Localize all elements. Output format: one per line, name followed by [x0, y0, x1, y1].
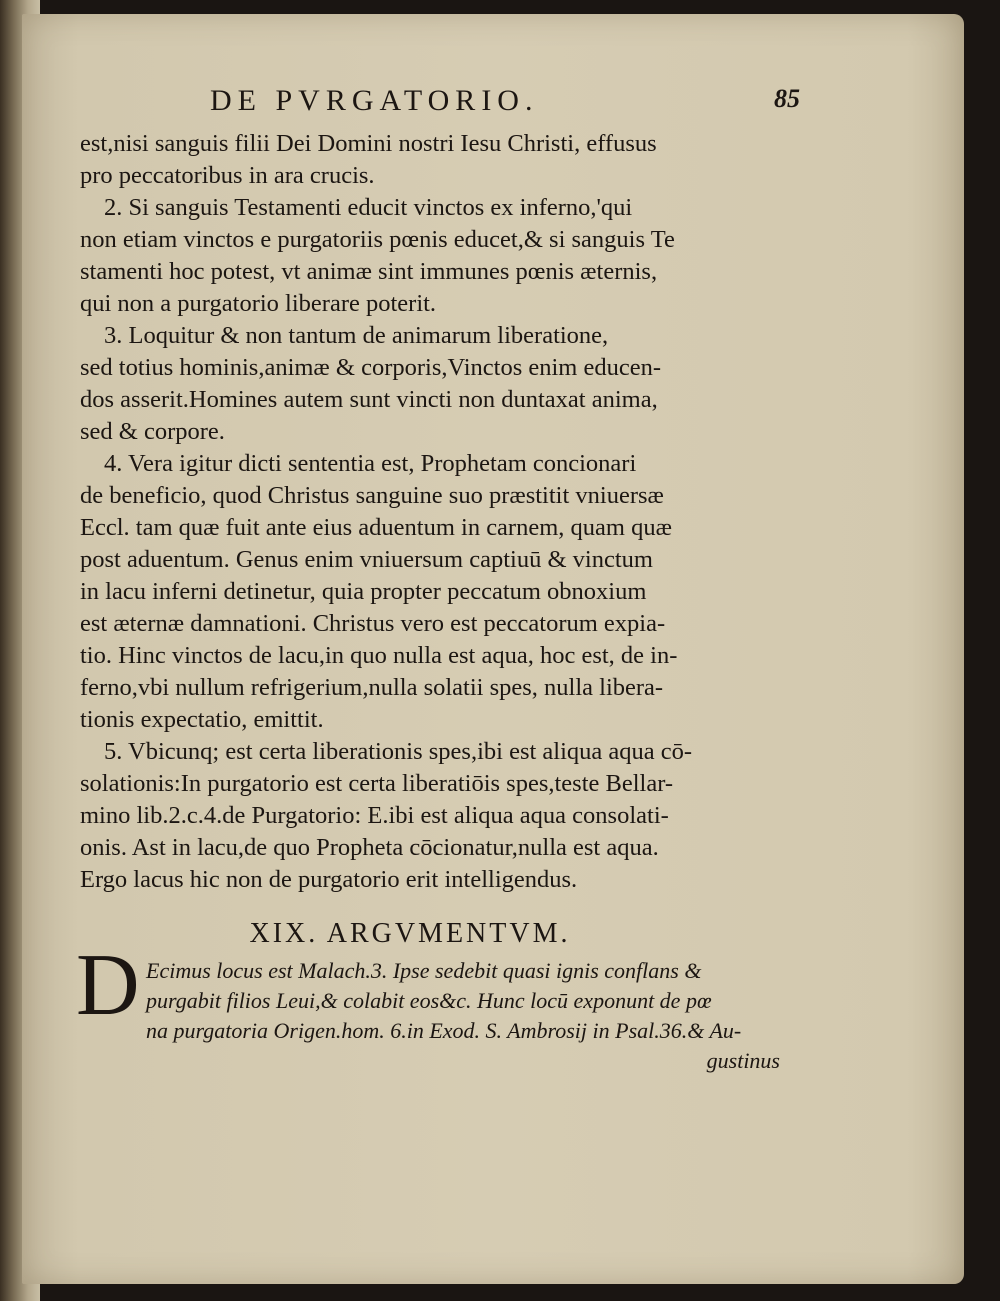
running-head	[80, 84, 800, 124]
text-line: non etiam vinctos e purgatoriis pœnis educet,& si sanguis Te	[80, 226, 675, 253]
page-number: 85	[774, 84, 800, 113]
text-line: 2. Si sanguis Testamenti educit vinctos ex inferno,'qui	[104, 194, 633, 221]
text-line: dos asserit.Homines autem sunt vincti non duntaxat anima,	[80, 386, 658, 413]
text-line: sed & corpore.	[80, 418, 225, 445]
text-line: in lacu inferni detinetur, quia propter peccatum obnoxium	[80, 578, 647, 605]
text-line: sed totius hominis,animæ & corporis,Vinctos enim educen-	[80, 354, 662, 381]
italic-line: na purgatoria Origen.hom. 6.in Exod. S. Ambrosij in Psal.36.& Au-	[146, 1018, 742, 1043]
text-line: de beneficio, quod Christus sanguine suo præstitit vniuersæ	[80, 482, 664, 509]
text-line: solationis:In purgatorio est certa liberatiōis spes,teste Bellar-	[80, 770, 674, 797]
section-heading: XIX. ARGVMENTVM.	[249, 918, 571, 949]
text-line: 4. Vera igitur dicti sententia est, Prophetam concionari	[104, 450, 637, 477]
text-line: tionis expectatio, emittit.	[80, 706, 324, 733]
text-line: mino lib.2.c.4.de Purgatorio: E.ibi est aliqua aqua consolati-	[80, 802, 669, 829]
text-line: Eccl. tam quæ fuit ante eius aduentum in carnem, quam quæ	[80, 514, 672, 541]
text-line: ferno,vbi nullum refrigerium,nulla solatii spes, nulla libera-	[80, 674, 664, 701]
page	[22, 14, 964, 1284]
text-line: est æternæ damnationi. Christus vero est peccatorum expia-	[80, 610, 666, 637]
text-line: 5. Vbicunq; est certa liberationis spes,ibi est aliqua aqua cō-	[104, 738, 693, 765]
text-line: est,nisi sanguis filii Dei Domini nostri Iesu Christi, effusus	[80, 130, 657, 157]
text-line: Ergo lacus hic non de purgatorio erit intelligendus.	[80, 866, 578, 893]
text-line: post aduentum. Genus enim vniuersum captiuū & vinctum	[80, 546, 653, 573]
running-title: DE PVRGATORIO.	[210, 84, 539, 117]
italic-line: purgabit filios Leui,& colabit eos&c. Hunc locū exponunt de pœ	[146, 988, 712, 1013]
text-block	[76, 84, 800, 1086]
text-line: qui non a purgatorio liberare poterit.	[80, 290, 437, 317]
text-line: onis. Ast in lacu,de quo Propheta cōcionatur,nulla est aqua.	[80, 834, 659, 861]
text-line: tio. Hinc vinctos de lacu,in quo nulla est aqua, hoc est, de in-	[80, 642, 678, 669]
drop-cap: D	[76, 937, 140, 1034]
section-incipit	[76, 937, 780, 1086]
body-paragraphs	[80, 128, 780, 896]
text-line: pro peccatoribus in ara crucis.	[80, 162, 375, 189]
italic-line: Ecimus locus est Malach.3. Ipse sedebit quasi ignis conflans &	[146, 958, 702, 983]
text-line: stamenti hoc potest, vt animæ sint immunes pœnis æternis,	[80, 258, 658, 285]
catchword: gustinus	[706, 1048, 780, 1073]
text-line: 3. Loquitur & non tantum de animarum liberatione,	[104, 322, 609, 349]
